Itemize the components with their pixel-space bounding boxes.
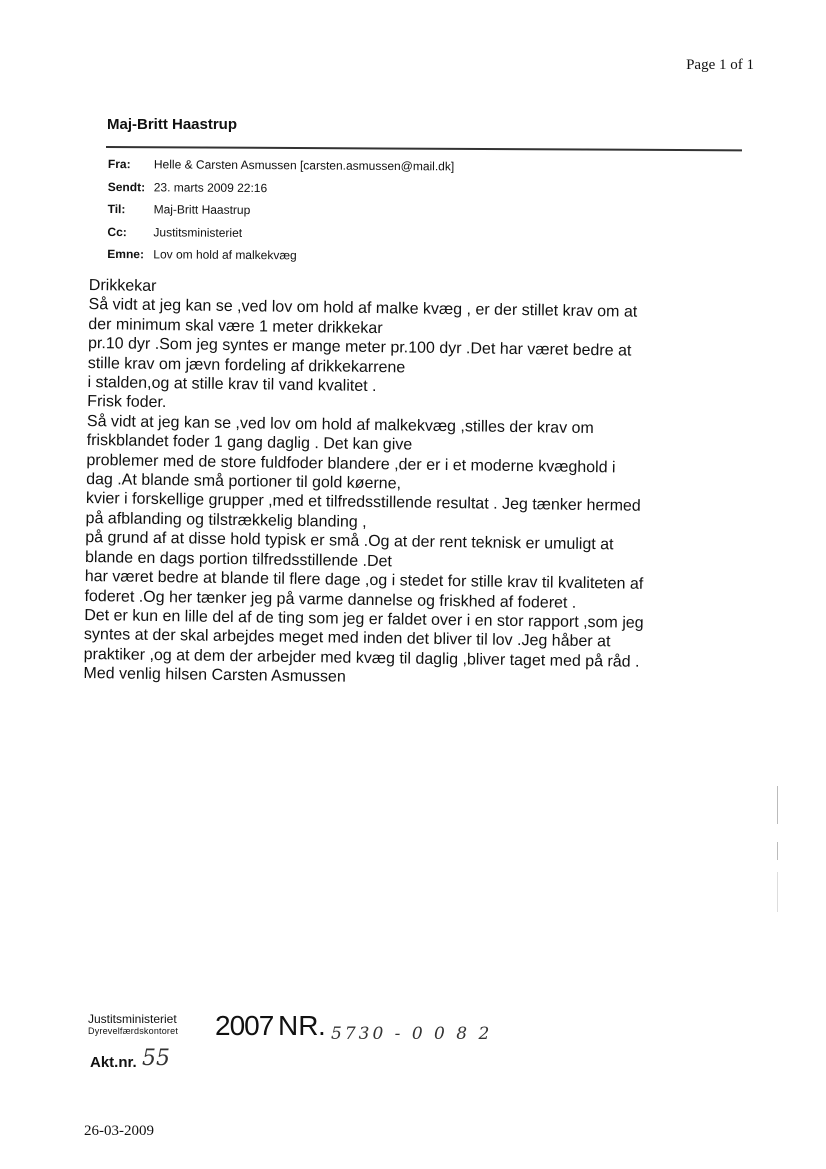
header-value: Justitsministeriet: [153, 224, 243, 240]
header-label: Cc:: [107, 224, 127, 239]
stamp-year: 2007: [215, 1010, 274, 1041]
header-value: Maj-Britt Haastrup: [153, 202, 251, 217]
body-line: Frisk foder.: [87, 393, 167, 412]
stamp-akt-number: 55: [142, 1046, 170, 1071]
email-headers: [107, 153, 454, 268]
body-line: Så vidt at jeg kan se ,ved lov om hold af malke kvæg , er der stillet krav om at: [88, 296, 638, 322]
mailbox-owner-title: Maj-Britt Haastrup: [107, 116, 238, 133]
body-line: praktiker ,og at dem der arbejder med kvæg til daglig ,bliver taget med på råd .: [83, 645, 640, 671]
body-line: kvier i forskellige grupper ,med et tilfredsstillende resultat . Jeg tænker hermed: [85, 490, 641, 516]
stamp-akt-label: Akt.nr.: [90, 1054, 137, 1071]
body-line: i stalden,og at stille krav til vand kvalitet .: [87, 374, 377, 396]
body-line: blande en dags portion tilfredsstillende .Det: [84, 548, 393, 570]
header-label: Til:: [107, 201, 126, 217]
body-line: på grund af at disse hold typisk er små .Og at der rent teknisk er umuligt at: [85, 529, 614, 554]
header-label: Fra:: [107, 156, 131, 172]
header-to: [108, 198, 454, 223]
header-from: [108, 153, 454, 178]
body-line: Det er kun en lille del af de ting som jeg er faldet over i en stor rapport ,som jeg: [84, 606, 644, 632]
body-line: har været bedre at blande til flere dage ,og i stedet for stille krav til kvaliteten af: [84, 568, 644, 593]
body-line: Med venlig hilsen Carsten Asmussen: [83, 665, 346, 686]
scan-artifact-line: [777, 842, 778, 860]
body-line: stille krav om jævn fordeling af drikkekarrene: [87, 354, 406, 377]
body-line: på afblanding og tilstrækkelig blanding ,: [85, 509, 367, 531]
header-label: Sendt:: [107, 179, 146, 194]
body-line: problemer med de store fuldfoder blandere ,der er i et moderne kvæghold i: [86, 451, 616, 477]
page-number: Page 1 of 1: [686, 57, 754, 73]
scan-artifact-line: [777, 786, 778, 824]
body-line: Så vidt at jeg kan se ,ved lov om hold af malkekvæg ,stilles der krav om: [86, 412, 594, 437]
header-value: Helle & Carsten Asmussen [carsten.asmussen@mail.dk]: [153, 157, 455, 174]
body-line: syntes at der skal arbejdes meget med inden det bliver til lov .Jeg håber at: [83, 626, 611, 651]
scan-artifact-line: [777, 872, 778, 912]
body-line: dag .At blande små portioner til gold køerne,: [86, 471, 402, 493]
email-body: [83, 276, 749, 693]
stamp-separator: .: [318, 1010, 326, 1041]
header-subject: [107, 243, 453, 268]
stamp-org-name: Justitsministeriet: [88, 1012, 177, 1026]
header-divider: [106, 146, 742, 151]
stamp-department: Dyrevelfærdskontoret: [88, 1026, 179, 1036]
header-label: Emne:: [107, 246, 145, 262]
stamp-case-number: 5730 - 0 0 8 2: [331, 1024, 493, 1044]
header-cc: [107, 220, 453, 245]
body-line: pr.10 dyr .Som jeg syntes er mange meter pr.100 dyr .Det har været bedre at: [87, 335, 632, 360]
ministry-stamp: [88, 1008, 528, 1078]
body-line: Drikkekar: [88, 276, 157, 295]
body-line: foderet .Og her tænker jeg på varme dannelse og friskhed af foderet .: [84, 587, 577, 612]
header-value: 23. marts 2009 22:16: [153, 179, 268, 195]
body-line: friskblandet foder 1 gang daglig . Det kan give: [86, 432, 413, 454]
header-value: Lov om hold af malkekvæg: [153, 247, 297, 263]
stamp-nr-label: NR: [278, 1010, 319, 1041]
body-line: der minimum skal være 1 meter drikkekar: [88, 315, 383, 337]
header-sent: [108, 175, 454, 200]
print-date: 26-03-2009: [84, 1123, 154, 1139]
